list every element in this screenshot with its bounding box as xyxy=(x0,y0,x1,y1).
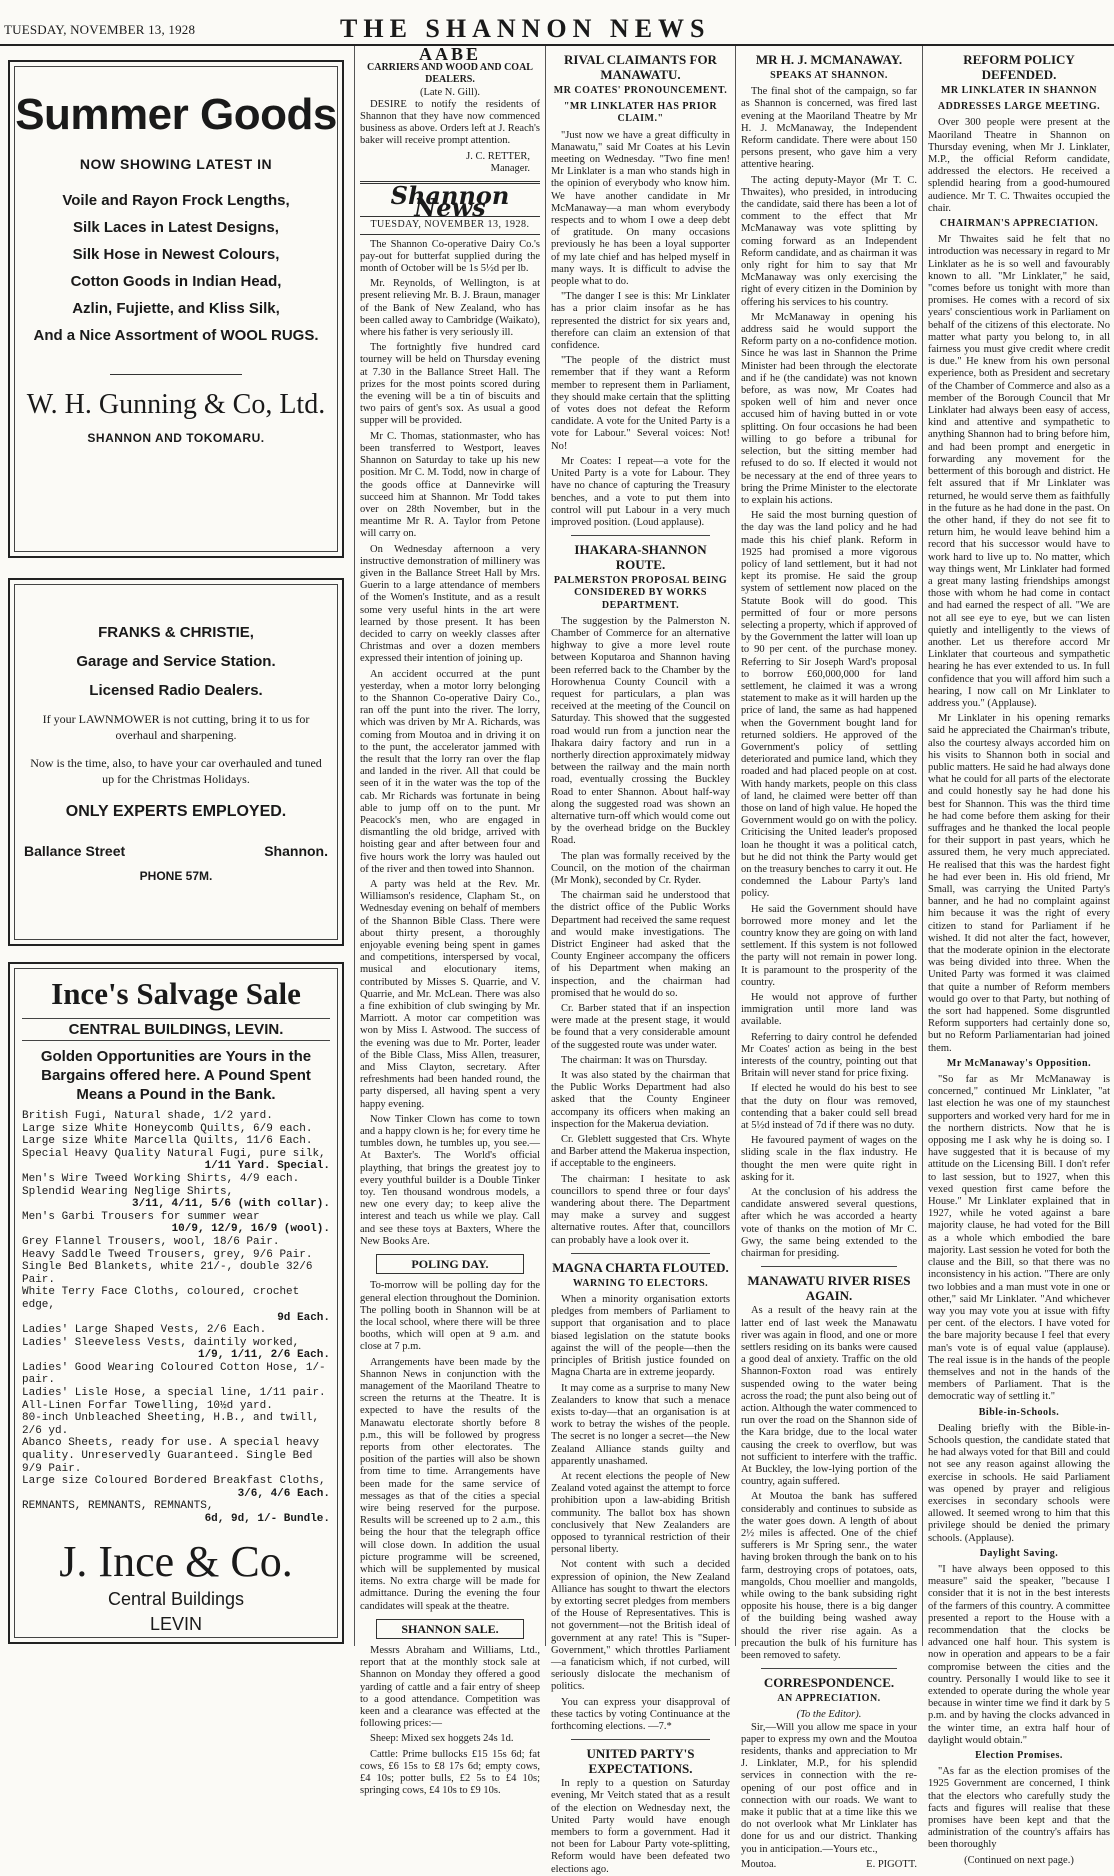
letter-signature: E. PIGOTT. xyxy=(866,1858,917,1870)
section-subheading: CHAIRMAN'S APPRECIATION. xyxy=(939,218,1099,230)
ad-inner-border xyxy=(14,584,338,940)
news-paragraph: The acting deputy-Mayor (Mr T. C. Thwaites), who presided, in introducing the candidate, said there has been a lot of comment to the effect that Mr McManaway was vote splitting by coming forward as an Independent Reform candidate, and as chairman it was only right for him to say that Mr McManaway was only exercising the right of every citizen in the Dominion by offering his services to his country. xyxy=(741,174,917,308)
editor-line: (To the Editor). xyxy=(796,1709,862,1721)
ad-item: All-Linen Forfar Towelling, 10½d yard. xyxy=(22,1399,273,1412)
column-rule xyxy=(922,46,923,1646)
news-paragraph: At the conclusion of his address the candidate answered several questions, after which he was accorded a hearty vote of thanks on the motion of Mr C. Gwy, the same being extended to the chairman for presiding. xyxy=(741,1187,917,1260)
ad-line: And a Nice Assortment of WOOL RUGS. xyxy=(33,327,319,344)
ad-item: Men's Wire Tweed Working Shirts, 4/9 each. xyxy=(22,1172,300,1185)
ad-item: Abanco Sheets, ready for use. A special heavy quality. Unreservedly Guaranteed. Single Bed 9/9 Pair. xyxy=(22,1437,320,1475)
news-paragraph: He said the most burning question of the day was the land policy and he had made this his chief plank. Reform in 1925 had promised a more vigorous policy of land settlement, but it had not kept its promise. He said the group system of settlement now placed on the Statute Book will do good. This permitted of four or more persons selecting a property, which if approved of by the Government the latter will loan up to 90 per cent. of the purchase money. Referring to Sir Joseph Ward's proposal to borrow £60,000,000 for land settlement, he claimed it was a wrong statement to make as it will harden up the price of land, the same as had happened when the Government bought land for returned soldiers. He approved of the Government's policy of settling deteriorated and pumice land, which they roaded and had placed people on at cost. With handy markets, people on this class of land, he claimed were better off than those on land of high value. He hoped the Government would go on with the policy. Criticising the United leader's proposed loan he thought it was a political catch, but he did not think the Party would get on the treasury benches to carry it out. He condemned the Labour Party's land policy. xyxy=(741,510,917,900)
letter-place: Moutoa. xyxy=(741,1858,777,1870)
notice-note: (Late N. Gill). xyxy=(419,86,481,98)
section-subheading: Daylight Saving. xyxy=(979,1547,1059,1559)
ad-item: 6d, 9d, 1/- Bundle. xyxy=(204,1513,330,1525)
ad-item: REMNANTS, REMNANTS, REMNANTS, xyxy=(22,1500,214,1513)
news-paragraph: On Wednesday afternoon a very instructive demonstration of millinery was given in the Ballance Street Hall by Mrs. Guerin to a large attendance of members of the Women's Institute, and as a result some very useful hints in the art were learned by those present. It has been decided to carry on weekly classes after Christmas and over a dozen members expressed their intention of joining up. xyxy=(360,543,540,665)
ad-item: Special Heavy Quality Natural Fugi, pure silk, xyxy=(22,1147,326,1160)
article-heading: POLING DAY. xyxy=(376,1254,524,1274)
news-paragraph: You can express your disapproval of these tactics by voting Continuance at the forthcoming elections. —7.* xyxy=(551,1696,730,1732)
column-rule xyxy=(354,46,355,1646)
article-subheading: "MR LINKLATER HAS PRIOR CLAIM." xyxy=(563,101,718,125)
column-rule xyxy=(735,46,736,1646)
ad-firm-name: J. Ince & Co. xyxy=(59,1536,293,1586)
news-paragraph: Sir,—Will you allow me space in your paper to express my own and the Moutoa residents, thanks and appreciation to Mr J. Linklater, M.P., for his splendid services in connection with the re-opening of our post office and in connection with our roads. We want to make it public that at a time like this we do not overlook what Mr Linklater has done for us and our district. Thanking you in anticipation.—Yours etc., xyxy=(741,1721,917,1855)
paper-date: TUESDAY, NOVEMBER 13, 1928. xyxy=(360,216,540,234)
news-paragraph: Referring to dairy control he defended Mr Coates' action as being in the best interests of the country, pointing out that Britain will never stand for price fixing. xyxy=(741,1031,917,1080)
ad-item: Single Bed Blankets, white 21/-, double 32/6 Pair. xyxy=(22,1261,313,1286)
article-subheading: WARNING TO ELECTORS. xyxy=(572,1277,709,1289)
news-paragraph: "The people of the district must remember that if they want a Reform member to represent them in Parliament, they should make certain that the splitting of votes does not defeat the Reform candidate. A vote for the United Party is a vote for Labour." Several voices: Not! No! xyxy=(551,355,730,452)
ad-title: Summer Goods xyxy=(15,90,337,139)
ad-title: FRANKS & CHRISTIE, xyxy=(98,624,254,641)
news-paragraph: As a result of the heavy rain at the latter end of last week the Manawatu river was again in flood, and one or more settlers residing on its banks were caused a good deal of anxiety. Traffic on the old Shannon-Foxton road was entirely suspended owing to the water being across the road; the punt also being out of action. Although the water commenced to run over the road on the Shannon side of the Kara bridge, due to the local water causing the creek to overflow, but was not sufficient to interfere with the traffic. At Buckley, the low-lying portion of the country, again suffered. xyxy=(741,1305,917,1488)
news-paragraph: At Moutoa the bank has suffered considerably and continues to subside as the water goes down. A length of about 2½ miles is affected. One of the chief sufferers is Mr Spring senr., the water having broken through the bank on to his farm, destroying crops of potatoes, oats, mangolds, Chou moellier and mangolds, while owing to the bank subsiding right opposite his house, there is a big danger of the building being washed away should the river rise again. As a precaution the bulk of his furniture has been removed to safety. xyxy=(741,1491,917,1661)
section-subheading: Election Promises. xyxy=(975,1750,1063,1762)
divider xyxy=(571,1739,710,1740)
ad-item: Large size Coloured Bordered Breakfast Cloths, xyxy=(22,1475,326,1488)
news-paragraph: An accident occurred at the punt yesterday, when a motor lorry belonging to the Shannon Co-operative Dairy Co., ran off the punt into the river. The lorry, which was driven by Mr A. Richards, was coming from Moutoa and in driving it on to the punt, the accelerator jammed with the result that the lorry ran over the flap and landed in the river. All that could be seen of it in the water was the top of the cab. Mr Richards was fortunate in being able to jump off on to the punt. Mr Peacock's men, who are engaged in dismantling the old bridge, arrived with hoisting gear and after between four and five hours work the lorry was hauled out of the river and then towed into Shannon. xyxy=(360,668,540,875)
news-paragraph: The chairman: I hesitate to ask councillors to spend three or four days' wandering about there. The Department may make a survey and suggest alternative routes. After that, councillors can probably have a look over it. xyxy=(551,1173,730,1246)
news-paragraph: Dealing briefly with the Bible-in-Schools question, the candidate stated that he had always voted for that Bill and could not see any reason against allowing the exercise in schools. He said Parliament was opened by prayer and religious exercises in secondary schools were allowed. It seemed wrong to him that this privilege should be denied the primary schools. (Applause). xyxy=(928,1422,1110,1544)
news-paragraph: Sheep: Mixed sex hoggets 24s 1d. xyxy=(370,1733,514,1745)
notice-signature-role: Manager. xyxy=(490,162,530,174)
ad-item: British Fugi, Natural shade, 1/2 yard. xyxy=(22,1110,273,1122)
column-3 xyxy=(551,46,730,1875)
ad-location: SHANNON AND TOKOMARU. xyxy=(87,431,265,445)
news-paragraph: Over 300 people were present at the Maoriland Theatre in Shannon on Thursday evening, when Mr J. Linklater, M.P., the official Reform candidate, addressed the electors. He received a splendid hearing from a good-humoured audience. Mr T. C. Thwaites occupied the chair. xyxy=(928,117,1110,214)
ad-item: 80-inch Unbleached Sheeting, H.B., and twill, 2/6 yd. xyxy=(22,1412,320,1437)
news-paragraph: It may come as a surprise to many New Zealanders to know that such a menace exists to-day—that an organisation is at work to betray the wishes of the people. The secret is no longer a secret—the New Zealand Alliance stands guilty and apparently unashamed. xyxy=(551,1382,730,1467)
article-subheading: MR LINKLATER IN SHANNON xyxy=(940,85,1098,96)
news-paragraph: The chairman: It was on Thursday. xyxy=(561,1054,708,1066)
ad-line: Garage and Service Station. xyxy=(76,653,276,670)
article-heading: RIVAL CLAIMANTS FOR MANAWATU. xyxy=(564,52,717,82)
article-heading: IHAKARA-SHANNON ROUTE. xyxy=(574,542,707,573)
ad-subtitle: NOW SHOWING LATEST IN xyxy=(79,156,273,172)
ad-street: Ballance Street xyxy=(24,843,126,859)
ad-item: Ladies' Good Wearing Coloured Cotton Hose, 1/- pair. xyxy=(22,1361,326,1387)
article-subheading: AN APPRECIATION. xyxy=(777,1693,881,1705)
divider xyxy=(571,535,710,536)
news-paragraph: Mr C. Thomas, stationmaster, who has been transferred to Westport, leaves Shannon on Saturday to take up his new position. Mr C. M. Todd, now in charge of the goods office at Dannevirke will succeed him at Shannon. Mr Todd takes over on 28th November, but in the meantime Mr R. A. Taylor from Petone will carry on. xyxy=(360,430,540,540)
article-subheading: MR COATES' PRONOUNCEMENT. xyxy=(553,85,728,96)
paper-nameplate: Shannon News xyxy=(390,181,510,223)
notice-subtitle: CARRIERS AND WOOD AND COAL DEALERS. xyxy=(367,62,533,86)
franks-christie-ad xyxy=(8,578,344,946)
column-rule xyxy=(545,46,546,1646)
article-heading: UNITED PARTY'S EXPECTATIONS. xyxy=(586,1746,695,1777)
masthead xyxy=(0,0,1114,46)
news-paragraph: Cattle: Prime bullocks £15 15s 6d; fat cows, £6 15s to £8 17s 6d; empty cows, £4 10s; potter bulls, £2 5s to £4 10s; springing cows, £4 10s to £9 10s. xyxy=(360,1748,540,1797)
article-heading: CORRESPONDENCE. xyxy=(763,1675,895,1691)
news-paragraph: He said the Government should have borrowed more money and let the country know they are going on with land settlement. If this system is not followed the party will not remain in power long. It is paramount to the prosperity of the country. xyxy=(741,903,917,988)
ad-line: Licensed Radio Dealers. xyxy=(89,682,263,699)
column-4 xyxy=(741,46,917,1870)
article-heading: MAGNA CHARTA FLOUTED. xyxy=(552,1259,729,1275)
ad-item: Heavy Saddle Tweed Trousers, grey, 9/6 Pair. xyxy=(22,1248,313,1261)
ad-experts: ONLY EXPERTS EMPLOYED. xyxy=(65,803,287,820)
notice-body: DESIRE to notify the residents of Shannon that they have now commenced business as above. Orders left at J. Reach's baker will receive prompt attention. xyxy=(360,98,540,147)
article-heading: SHANNON SALE. xyxy=(376,1619,524,1639)
news-paragraph: "The danger I see is this: Mr Linklater has a prior claim insofar as he has represented the district for six years and, therefore can claim an extension of that confidence. xyxy=(551,291,730,352)
ad-inner-border xyxy=(14,968,338,1638)
ad-item: Grey Flannel Trousers, wool, 18/6 Pair. xyxy=(22,1235,280,1248)
column-2 xyxy=(360,44,540,1797)
notice-signature: J. C. RETTER, xyxy=(466,150,530,162)
news-paragraph: Messrs Abraham and Williams, Ltd., report that at the monthly stock sale at Shannon on Monday they offered a good yarding of cattle and a fair entry of sheep to a good attendance. Competition was keen and a clearance was effected at the following prices:— xyxy=(360,1644,540,1730)
news-paragraph: The final shot of the campaign, so far as Shannon is concerned, was fired last evening at the Maoriland Theatre by Mr H. J. McManaway, the Independent Reform candidate. There were about 150 persons present, who gave him a very attentive hearing. xyxy=(741,86,917,171)
article-subheading: ADDRESSES LARGE MEETING. xyxy=(937,101,1101,113)
ad-item: Men's Garbi Trousers for summer wear xyxy=(22,1210,260,1223)
section-subheading: Bible-in-Schools. xyxy=(978,1406,1060,1418)
news-paragraph: When a minority organisation extorts pledges from members of Parliament to support that organisation and to place biased legislation on the statute books against the will of the people—then the principles of British justice founded on Magna Charta are in extreme jeopardy. xyxy=(551,1294,730,1379)
news-paragraph: To-morrow will be polling day for the general election throughout the Dominion. The polling booth in Shannon will be at the local school, where there will be three booths, which will open at 9 a.m. and close at 7 p.m. xyxy=(360,1280,540,1353)
article-subheading: SPEAKS AT SHANNON. xyxy=(770,70,888,81)
ad-firm-name: W. H. Gunning & Co, Ltd. xyxy=(26,389,326,420)
ad-title: Ince's Salvage Sale xyxy=(51,976,301,1011)
ad-address: Central Buildings xyxy=(107,1588,245,1609)
newspaper-title: THE SHANNON NEWS xyxy=(340,14,711,43)
ad-item: Ladies' Large Shaped Vests, 2/6 Each. xyxy=(22,1324,267,1337)
news-paragraph: He would not approve of further immigration until more land was available. xyxy=(741,992,917,1028)
ince-salvage-ad xyxy=(8,962,344,1644)
issue-date: TUESDAY, NOVEMBER 13, 1928 xyxy=(4,22,196,37)
letter-signoff xyxy=(741,1859,917,1871)
ad-item: Large size White Marcella Quilts, 11/6 Each. xyxy=(22,1135,313,1148)
ad-body: Now is the time, also, to have your car overhauled and tuned up for the Christmas Holidays. xyxy=(30,756,322,786)
news-paragraph: In reply to a question on Saturday evening, Mr Veitch stated that as a result of the election on Wednesday next, the United Party would have enough members to form a government. Had it not been for Labour Party vote-splitting, Reform would have been defeated two elections ago. xyxy=(551,1778,730,1875)
news-paragraph: If elected he would do his best to see that the duty on flour was removed, contending that a baker could sell bread at 5½d instead of 7d if there was no duty. xyxy=(741,1083,917,1132)
ad-item: Ladies' Lisle Hose, a special line, 1/11 pair. xyxy=(22,1387,326,1400)
news-paragraph: Mr McManaway in opening his address said he would support the Reform party on a no-confidence motion. Since he was last in Shannon the Prime Minister had been through the electorate and if he (the candidate) was not known before, as was now, Mr Coates had spoken well of him and never once accused him of having butted in or vote splitting. On four occasions he had been willing to go before a tribunal for selection, but the sitting member had refused to do so. If elected it would not be necessary at the end of three years to bring the Prime Minister to the electorate to explain his actions. xyxy=(741,311,917,506)
ad-tagline: Golden Opportunities are Yours in the Bargains offered here. A Pound Spent Means a Pound in the Bank. xyxy=(40,1048,312,1103)
news-paragraph: "As far as the election promises of the 1925 Government are concerned, I think that the electors who carefully study the facts and figures will realise that these promises have been kept and that the administration of the country's affairs has been thoroughly xyxy=(928,1766,1110,1851)
news-paragraph: It was also stated by the chairman that the Public Works Department had also asked that the County Engineer accompany its officers when making an inspection for the Makerua deviation. xyxy=(551,1070,730,1130)
article-subheading: PALMERSTON PROPOSAL BEING CONSIDERED BY WORKS DEPARTMENT. xyxy=(553,575,728,611)
news-paragraph: The chairman said he understood that the district office of the Public Works Department had received the same request and would make investigations. The District Engineer had asked that the County Engineer accompany the officers of his Department when making an inspection, and the chairman had promised that he would do so. xyxy=(551,890,730,999)
ad-item: 1/11 Yard. Special. xyxy=(204,1160,330,1173)
article-heading: MR H. J. MCMANAWAY. xyxy=(755,52,903,67)
ad-item: Large size White Honeycomb Quilts, 6/9 each. xyxy=(22,1122,313,1135)
news-paragraph: Mr Thwaites said he felt that no introduction was necessary in regard to Mr Linklater as he is so well and favourably known to all. "Mr Linklater," he said, "comes before us tonight with more than promises. He comes with a record of six years' conscientious work in Parliament on behalf of the citizens of this electorate. No matter what party you belong to, in all fairness you must give credit where credit is due." He knew from his own personal experience, both as President and secretary of the Chamber of Commerce and also as a member of the Borough Council that Mr Linklater had always been easy of access, kind and attentive and sympathetic to anything Shannon had to bring before him, and had been prompt and energetic in forwarding any movement for the betterment of this borough and district. He felt assured that if Mr Linklater was returned, he would serve them as faithfully in the future as he had done in the past. On the other hand, if they do not see fit to return him, he would leave behind him a record that his successor would have to work hard to live up to. No matter, which way things went, Mr Linklater had formed a great many lasting friendships amongst those with whom he had come in contact and had earned the respect of all. "We are not all see eye to eye, but we can listen quietly and intelligently to the views of another. Let us therefore accord Mr Linklater that courteous and sympathetic hearing he has ever extended to us. In full confidence that you will afford him such a hearing, I now call on Mr Linklater to address you." (Applause). xyxy=(928,234,1110,709)
ad-item: 9d Each. xyxy=(277,1311,330,1324)
notice-title: AABE xyxy=(418,44,481,64)
news-paragraph: At recent elections the people of New Zealand voted against the attempt to force prohibition upon a law-abiding British community. The ballot box has shown conclusively that New Zealanders are opposed to tyrannical restriction of their personal liberty. xyxy=(551,1470,730,1556)
news-paragraph: "Just now we have a great difficulty in Manawatu," said Mr Coates at his Levin meeting on Wednesday. "Two fine men! Mr Linklater is a man who stands high in the opinion of everybody who know him. We have another candidate in Mr McManaway—a man whom everybody respects and to whom I owe a deep debt of gratitude. On many occasions previously he has been a loyal supporter of my late chief and has helped myself in many ways. It is difficult to advise the people what to do. xyxy=(551,129,730,288)
ad-line: Silk Laces in Latest Designs, xyxy=(73,219,279,236)
ad-item: White Terry Face Cloths, coloured, crochet edge, xyxy=(22,1286,300,1311)
ad-line: Voile and Rayon Frock Lengths, xyxy=(62,192,290,209)
ad-item: Splendid Wearing Neglige Shirts, xyxy=(22,1185,234,1198)
ad-item: 3/6, 4/6 Each. xyxy=(237,1487,330,1500)
continued-note: (Continued on next page.) xyxy=(964,1854,1074,1866)
ad-inner-border xyxy=(14,66,338,552)
ad-body: If your LAWNMOWER is not cutting, bring it to us for overhaul and sharpening. xyxy=(42,712,310,742)
ad-phone: PHONE 57M. xyxy=(139,869,213,883)
divider xyxy=(761,1668,897,1669)
divider xyxy=(571,1253,710,1254)
news-paragraph: Cr. Gleblett suggested that Crs. Whyte and Barber attend the Makerua inspection, if acceptable to the engineers. xyxy=(551,1134,730,1170)
ad-item: 10/9, 12/9, 16/9 (wool). xyxy=(171,1223,330,1236)
news-paragraph: Cr. Barber stated that if an inspection were made at the present stage, it would be found that a very considerable amount of the suggested route was under water. xyxy=(551,1003,730,1051)
news-paragraph: The plan was formally received by the Council, on the motion of the chairman (Mr Monk), seconded by Cr. Ryder. xyxy=(551,850,730,886)
ad-item: Ladies' Sleeveless Vests, daintily worked, xyxy=(22,1336,300,1349)
news-paragraph: The Shannon Co-operative Dairy Co.'s pay-out for butterfat supplied during the month of October will be 1s 5½d per lb. xyxy=(360,238,540,275)
ad-item: 3/11, 4/11, 5/6 (with collar). xyxy=(131,1198,330,1211)
ad-item: 1/9, 1/11, 2/6 Each. xyxy=(197,1349,330,1362)
news-paragraph: Mr Coates: I repeat—a vote for the United Party is a vote for Labour. They have no chance of capturing the Treasury benches, and a vote to put them into control will put Labour in a very much improved position. (Loud applause). xyxy=(551,455,730,528)
ad-town: Shannon. xyxy=(264,843,328,859)
summer-goods-ad xyxy=(8,60,344,558)
news-paragraph: The suggestion by the Palmerston N. Chamber of Commerce for an alternative highway to give a more level route between Koputaroa and Shannon having been referred back to the Chamber by the Horowhenua County Council with a request for particulars, a plan was received at the meeting of the Council on Saturday. This showed that the suggested road would run from a junction near the Ihakara dairy factory and run in a northerly direction approximately midway between the railway and the main north road, eventually crossing the Buckley Road to enter Shannon. About half-way along the suggested road was shown an alternative turn-off which would come out by the overhead bridge on the Buckley Road. xyxy=(551,615,730,847)
news-paragraph: Arrangements have been made by the Shannon News in conjunction with the management of the Maoriland Theatre to screen the returns at the Theatre. It is expected to have the results of the Manawatu electorate shortly before 8 p.m., this will be followed by progress reports from other electorates. The position of the parties will also be shown from time to time. Arrangements have been made for the same service of messages as that of the cities a special wire being reserved for the purpose. Results will be screened up to 2 a.m., this being the hour that the telegraph office will close down. In addition the usual picture programme will be screened, which will be supplemented by musical items. No extra charge will be made for admittance. During the evening the four candidates will speak at the theatre. xyxy=(360,1356,540,1612)
ad-town: LEVIN xyxy=(149,1613,203,1634)
news-paragraph: Mr Linklater in his opening remarks said he appreciated the Chairman's tribute, also the courtesy always accorded him on his visits to Shannon both in social and public matters. He said he had always done what he could for all parts of the electorate and could honestly say he had done his best for Shannon. This was the third time he had come before them asking for their suffrages and he thanked the local people for their support in past years, which he assured them, he very much appreciated. He realised that this was the hardest fight he had ever been in. His old friend, Mr Small, was carrying the United Party's banner, and he had no complaint against him because it was the right of every citizen to stand for Parliament if he wished. It did not alter the fact, however, that the moderate opinion in the electorate was being divided into three. When the United Party was formed it was claimed that quite a number of Reform members would go over to that Party, but nothing of the sort had happened. Some disgruntled Reform supporters had certainly done so, but no Reform Parliamentarian had joined them. xyxy=(928,713,1110,1054)
aabe-notice xyxy=(360,44,540,99)
section-subheading: Mr McManaway's Opposition. xyxy=(946,1057,1092,1069)
article-heading: MANAWATU RIVER RISES AGAIN. xyxy=(747,1273,911,1304)
article-heading: REFORM POLICY DEFENDED. xyxy=(963,52,1075,82)
news-paragraph: "I have always been opposed to this measure" said the speaker, "because I consider that it is not in the best interests of the farmers of this country. A committee presented a report to the House with a recommendation that the clocks be advanced one half hour. This system is now in operation and appears to be a fair compromise between the cities and the country. Personally I would like to see it extended to operate during the whole year because in winter time we find it dark by 5 p.m. and by having the clocks advanced in the winter time, an extra half hour of daylight would obtain." xyxy=(928,1563,1110,1746)
divider xyxy=(761,1266,897,1267)
ad-line: Cotton Goods in Indian Head, xyxy=(70,273,282,290)
ad-line: Silk Hose in Newest Colours, xyxy=(72,246,280,263)
news-paragraph: Not content with such a decided expression of opinion, the New Zealand Alliance has sought to thwart the electors by extorting secret pledges from members of the House of Representatives. This is not government—not the British ideal of government at any rate! This is "Super-Government," which throttles Parliament—a fanaticism which, if not curbed, will seriously dislocate the mechanism of politics. xyxy=(551,1559,730,1693)
news-paragraph: He favoured payment of wages on the sliding scale in the flax industry. He thought the men were quite right in asking for it. xyxy=(741,1135,917,1183)
news-paragraph: "So far as Mr McManaway is concerned," continued Mr Linklater, "at last election he was one of my staunchest supporters and worked very hard for me in the northern districts. Now that he is opposing me I ask why he is doing so. I have suggested that it is because of my attitude on the Licensing Bill. I don't refer to last session, but to 1927, when this vexed question first came before the House." Mr Linklater explained that in 1927, while he voted against a bare majority clause, he had voted for the Bill as a whole which embodied the bare majority. Last session he voted for both the clause and the Bill, so that there was no inconsistency in his action. "There are only two lobbies and a man must vote in one or other," said Mr Linklater. "And whichever way you may vote you at issue with fifty per cent. of the electors. I have voted for the bare majority because I feel that every man's vote is of equal value (applause). The real issue is in the hands of the people themselves and not in the hands of the members of Parliament. That is the democratic way of settling it." xyxy=(928,1074,1110,1403)
news-paragraph: A party was held at the Rev. Mr. Williamson's residence, Clapham St., on Wednesday evening on behalf of members of the Shannon Bible Class. There were about thirty present, a thoroughly enjoyable evening being spent in games and competitions, interspersed by vocal, musical and elocutionary items, contributed by Misses S. Quarrie, and V. Quarrie, and Mr. McLean. There was also a fine exhibition of club swinging by Mr. Marriott. A motor car competition was won by Miss I. Astwood. The success of the evening was due to Mr. Porter, leader of the Bible Class, Miss Allen, treasurer, and Miss Clayton, secretary. After refreshments had been handed round, the party dispersed, all having spent a very happy evening. xyxy=(360,879,540,1110)
column-5 xyxy=(928,46,1110,1866)
news-paragraph: Now Tinker Clown has come to town and a happy clown is he; for every time he tumbles down, he tumbles up, you see.—At Baxter's. The World's official plaything, that brings the greatest joy to every youthful builder is a Double Tinker toy. Ten thousand wondrous models, a new one every day; to keep alive the interest and teach us while we play. Call and see these toys at Baxters, Where the New Books Are. xyxy=(360,1113,540,1247)
news-paragraph: The fortnightly five hundred card tourney will be held on Thursday evening at 7.30 in the Ballance Street Hall. The prizes for the most points scored during the evening will be a tin of biscuits and two pairs of gent's sox. As usual a good supper will be provided. xyxy=(360,342,540,427)
ad-line: Azlin, Fujiette, and Kliss Silk, xyxy=(72,300,280,317)
ad-location: CENTRAL BUILDINGS, LEVIN. xyxy=(22,1018,330,1041)
news-paragraph: Mr. Reynolds, of Wellington, is at present relieving Mr. B. J. Braun, manager of the Bank of New Zealand, who has been called away to Cambridge (Waikato), where his father is very seriously ill. xyxy=(360,278,540,339)
